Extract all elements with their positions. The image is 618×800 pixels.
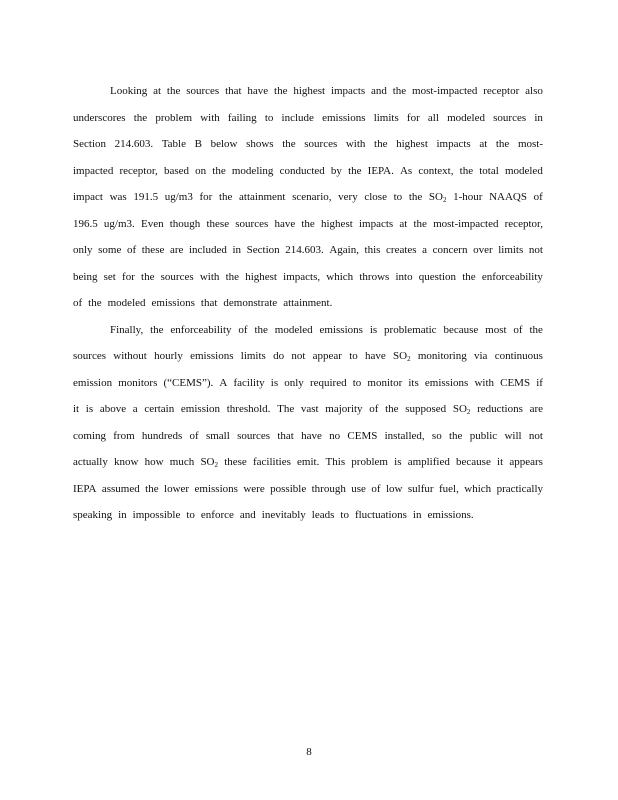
word: of [513, 323, 523, 336]
text-line [73, 374, 543, 401]
word: the [145, 482, 159, 495]
word: the [448, 429, 463, 442]
word: if [536, 376, 543, 389]
word: to [340, 509, 349, 521]
word: for [199, 191, 213, 203]
word: continuous [494, 350, 543, 362]
word: As [399, 164, 413, 177]
word: most-impacted [412, 85, 478, 97]
word: not [291, 350, 306, 362]
word: speaking [73, 509, 113, 521]
word: it [73, 403, 80, 415]
word: in [412, 509, 422, 521]
word: set [103, 270, 116, 283]
word: modeled [107, 297, 146, 309]
word: CEMS [500, 376, 531, 389]
word: the [88, 297, 102, 309]
word: small [205, 429, 230, 442]
word: concern [432, 244, 468, 256]
word: ug/m3 [164, 191, 193, 203]
word: by [330, 164, 342, 177]
word: sources [237, 429, 271, 442]
word: that [200, 297, 218, 309]
word: lower [164, 482, 190, 495]
word: no [329, 429, 341, 442]
word: sources [160, 270, 194, 283]
word: fuel, [438, 482, 459, 495]
word: coming [73, 429, 106, 442]
word: the [495, 138, 510, 150]
word: inevitably [261, 509, 306, 521]
word: the [274, 85, 288, 97]
word: sources [186, 85, 220, 97]
word: public [469, 429, 498, 442]
word: throws [359, 270, 390, 283]
word: conducted [279, 164, 325, 177]
text-line [73, 506, 543, 533]
word: to [393, 191, 403, 203]
word: of [369, 403, 379, 415]
text-line [73, 321, 543, 348]
word: without [113, 350, 147, 362]
word: the [225, 270, 240, 283]
word: from [113, 429, 135, 442]
word: $SO_2$ [428, 191, 447, 204]
word: CEMS [347, 429, 378, 442]
word: scenario, [292, 191, 332, 203]
word: have [301, 429, 322, 442]
word: a [132, 403, 138, 415]
text-line [73, 135, 543, 162]
word: most [485, 323, 507, 336]
word: have [365, 350, 386, 362]
word: This [325, 456, 346, 468]
word: hourly [154, 350, 183, 362]
word: emission [180, 403, 221, 415]
word: to [349, 350, 358, 362]
word: are [169, 244, 184, 256]
text-line [73, 162, 543, 189]
word: also [525, 85, 543, 97]
word: emissions [190, 350, 234, 362]
word: supposed [405, 403, 447, 415]
word: is [270, 376, 279, 389]
word: highest [245, 270, 277, 283]
word: of [189, 429, 199, 442]
word: receptor [483, 85, 520, 97]
word: emissions [322, 111, 366, 124]
text-line [73, 215, 543, 242]
word: limits [498, 244, 524, 256]
word: this [364, 244, 381, 256]
word: B [194, 138, 202, 150]
word: is [369, 323, 378, 336]
word: is [85, 403, 94, 415]
word: emissions [194, 482, 238, 495]
word: emissions [424, 376, 469, 389]
word: close [364, 191, 387, 203]
text-line [73, 188, 543, 215]
word: use [351, 482, 366, 495]
word: 1-hour [453, 191, 483, 203]
word: limits [373, 111, 399, 124]
word: context, [418, 164, 454, 177]
word: Looking [110, 85, 148, 97]
word: will [504, 429, 522, 442]
word: over [473, 244, 493, 256]
word: being [73, 270, 98, 283]
word: above [99, 403, 127, 415]
word: which [326, 270, 354, 283]
word: to [186, 509, 195, 521]
word: most-impacted [433, 217, 499, 230]
word: Section [73, 138, 106, 150]
word: modeling [231, 164, 274, 177]
word: the [150, 323, 164, 336]
word: sources [493, 111, 527, 124]
word: receptor, [119, 164, 158, 177]
word: impossible [132, 509, 181, 521]
word: which [464, 482, 492, 495]
word: because [443, 323, 479, 336]
word: IEPA. [367, 164, 394, 177]
word: A [219, 376, 228, 389]
word: sources [304, 138, 338, 150]
word: of [238, 323, 248, 336]
word: ug/m3. [103, 217, 135, 230]
word: underscores [73, 111, 126, 124]
word: only [73, 244, 93, 256]
word: of [126, 244, 137, 256]
word: practically [496, 482, 543, 495]
word: problem [155, 111, 193, 124]
word: not [528, 429, 543, 442]
word: impacts, [283, 270, 321, 283]
word: at [153, 85, 162, 97]
word: the [392, 85, 407, 97]
word: demonstrate [223, 297, 278, 309]
word: some [98, 244, 122, 256]
word: (“CEMS”). [163, 376, 214, 389]
word: impacts [358, 217, 394, 230]
word: the [212, 164, 226, 177]
word: at [399, 217, 408, 230]
word: Finally, [110, 323, 144, 336]
word: for [122, 270, 135, 283]
word: all [427, 111, 439, 124]
word: because [456, 456, 491, 468]
word: Section [246, 244, 280, 256]
word: shows [246, 138, 274, 150]
word: the [282, 138, 296, 150]
word: monitoring [417, 350, 467, 362]
word: the [141, 270, 155, 283]
word: enforceability [481, 270, 543, 283]
word: a [422, 244, 428, 256]
word: have [274, 217, 296, 230]
word: was [109, 191, 127, 203]
word: sources [235, 217, 269, 230]
word: on [195, 164, 207, 177]
word: impacted [73, 164, 114, 177]
word: receptor, [504, 217, 543, 230]
word: to [264, 111, 274, 124]
page-number: 8 [306, 746, 312, 758]
word: included [188, 244, 227, 256]
word: the [301, 217, 315, 230]
word: at [479, 138, 488, 150]
word: so [431, 429, 442, 442]
word: the [166, 85, 181, 97]
word: creates [386, 244, 417, 256]
word: modeled [274, 323, 313, 336]
word: include [281, 111, 314, 124]
word: assumed [101, 482, 140, 495]
text-line [73, 453, 543, 480]
text-line [73, 82, 543, 109]
word: for [406, 111, 420, 124]
word: the [133, 111, 148, 124]
word: appear [312, 350, 342, 362]
word: much [169, 456, 195, 468]
word: highest [396, 138, 428, 150]
word: fluctuations [354, 509, 407, 521]
text-line [73, 241, 543, 268]
word: NAAQS [489, 191, 527, 203]
word: problem [351, 456, 388, 468]
word: not [528, 244, 543, 256]
word: $SO_2$ [200, 456, 218, 469]
text-line [73, 294, 543, 321]
word: attainment [239, 191, 286, 203]
word: highest [293, 85, 326, 97]
word: monitor [367, 376, 403, 389]
word: of [73, 297, 83, 309]
word: these [224, 456, 247, 468]
word: limits [240, 350, 266, 362]
word: threshold. [226, 403, 271, 415]
word: of [371, 482, 381, 495]
text-line [73, 400, 543, 427]
word: emission [73, 376, 113, 389]
word: required [309, 376, 347, 389]
word: installed, [384, 429, 425, 442]
word: 214.603. [114, 138, 154, 150]
word: these [206, 217, 230, 230]
word: how [144, 456, 164, 468]
word: question [418, 270, 457, 283]
word: emissions. [427, 509, 474, 521]
word: its [408, 376, 419, 389]
word: have [247, 85, 269, 97]
word: are [529, 403, 543, 415]
text-line [73, 347, 543, 374]
word: enforce [200, 509, 234, 521]
word: leads [311, 509, 335, 521]
word: certain [144, 403, 175, 415]
word: the [459, 164, 474, 177]
word: and [239, 509, 256, 521]
text-line [73, 480, 543, 507]
word: below [210, 138, 238, 150]
word: the [254, 323, 268, 336]
word: emissions [319, 323, 363, 336]
word: sources [73, 350, 106, 362]
word: 191.5 [133, 191, 159, 203]
word: these [141, 244, 165, 256]
word: majority [325, 403, 363, 415]
word: 196.5 [73, 217, 98, 230]
word: Table [161, 138, 186, 150]
word: the [218, 191, 233, 203]
word: the [529, 323, 543, 336]
word: modeled [504, 164, 543, 177]
word: impact [73, 191, 103, 203]
word: actually [73, 456, 108, 468]
word: most- [517, 138, 543, 150]
word: into [395, 270, 413, 283]
word: Even [140, 217, 164, 230]
word: modeled [447, 111, 485, 124]
word: with [199, 270, 220, 283]
word: failing [227, 111, 257, 124]
word: 214.603. [285, 244, 324, 256]
word: possible [270, 482, 307, 495]
word: to [352, 376, 362, 389]
text-line [73, 109, 543, 136]
word: the [413, 217, 427, 230]
word: reductions [477, 403, 523, 415]
word: with [474, 376, 494, 389]
word: the [385, 403, 399, 415]
word: Again, [329, 244, 359, 256]
word: in [534, 111, 543, 124]
word: the [374, 138, 388, 150]
word: in [232, 244, 242, 256]
word: it [497, 456, 504, 468]
word: the [462, 270, 476, 283]
word: based [163, 164, 189, 177]
word: is [394, 456, 402, 468]
word: $SO_2$ [393, 350, 411, 363]
word: impacts [330, 85, 366, 97]
word: in [118, 509, 127, 521]
word: the [348, 164, 362, 177]
word: only [284, 376, 304, 389]
word: low [385, 482, 403, 495]
word: that [225, 85, 242, 97]
word: though [169, 217, 201, 230]
word: of [533, 191, 543, 203]
word: were [243, 482, 265, 495]
word: problematic [384, 323, 437, 336]
word: hundreds [141, 429, 183, 442]
word: do [273, 350, 285, 362]
word: enforceability [170, 323, 232, 336]
word: with [200, 111, 220, 124]
word: highest [321, 217, 353, 230]
word: facility [233, 376, 265, 389]
text-line [73, 268, 543, 295]
word: emissions [151, 297, 195, 309]
text-line [73, 427, 543, 454]
word: know [114, 456, 139, 468]
word: appears [509, 456, 543, 468]
word: that [277, 429, 294, 442]
word: facilities [252, 456, 291, 468]
word: $SO_2$ [452, 403, 471, 416]
word: monitors [118, 376, 158, 389]
word: amplified [407, 456, 450, 468]
word: emit. [297, 456, 320, 468]
word: vast [300, 403, 319, 415]
word: total [479, 164, 499, 177]
word: attainment. [283, 297, 333, 309]
word: very [338, 191, 358, 203]
body-text [73, 82, 543, 533]
word: IEPA [73, 482, 97, 495]
word: through [311, 482, 346, 495]
word: via [473, 350, 488, 362]
word: impacts [436, 138, 471, 150]
word: the [408, 191, 423, 203]
word: and [371, 85, 387, 97]
word: with [345, 138, 366, 150]
word: sulfur [407, 482, 434, 495]
word: The [277, 403, 295, 415]
